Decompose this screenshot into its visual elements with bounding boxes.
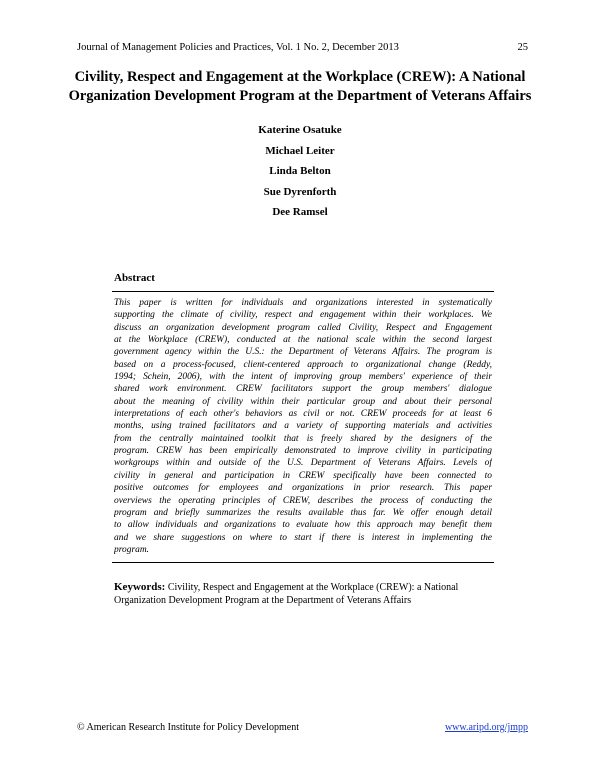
abstract-line: to allow individuals and organizations to evaluate how this approach may benefit them: [114, 520, 492, 531]
running-header: [77, 42, 528, 53]
author: Sue Dyrenforth: [263, 185, 337, 198]
title-line-2: Organization Development Program at the Department of Veterans Affairs: [68, 88, 532, 104]
abstract-line: based on a process-focused, client-centered approach to organizational change (Reddy,: [114, 359, 492, 370]
title-line-1: Civility, Respect and Engagement at the Workplace (CREW): A National: [74, 69, 526, 85]
abstract-line: government agency within the U.S.: the Department of Veterans Affairs. The program is: [114, 347, 492, 358]
paper-title: [60, 68, 540, 106]
author: Katerine Osatuke: [258, 124, 342, 136]
abstract-line: program and briefly summarizes the results available thus far. We offer enough detail: [114, 507, 492, 518]
keywords-text: Civility, Respect and Engagement at the Workplace (CREW): a National Organization Development Program at the Department of Veterans Affairs: [114, 582, 459, 606]
author: Linda Belton: [269, 165, 331, 177]
abstract-box: [112, 291, 494, 563]
abstract-line: workgroups within and outside of the U.S. Department of Veterans Affairs. Levels of: [114, 458, 492, 469]
abstract-line: positive outcomes for employees and organizations in prior research. This paper: [114, 483, 492, 494]
abstract-line: shared work environment. CREW facilitators support the group members' dialogue: [114, 384, 492, 395]
abstract-line: civility in general and participation in CREW specifically have been connected to: [114, 470, 492, 481]
abstract-line: This paper is written for individuals and organizations interested in systematically: [114, 298, 492, 308]
abstract-heading: Abstract: [114, 272, 155, 284]
abstract-line: discuss an organization development program called Civility, Respect and Engagement: [114, 322, 492, 333]
abstract-line: program.: [114, 544, 150, 555]
abstract-line: about the meaning of civility within their particular group and about their personal: [114, 396, 492, 407]
abstract-line: at the Workplace (CREW), conducted at the national scale within the second largest: [114, 335, 492, 346]
abstract-line: overviews the operating principles of CREW, describes the process of conducting the: [114, 495, 492, 506]
copyright-notice: © American Research Institute for Policy Development: [77, 722, 299, 733]
page-footer: [77, 722, 528, 733]
abstract-line: from the centrally maintained toolkit that is freely shared by the designers of the: [114, 433, 492, 444]
author: Dee Ramsel: [272, 206, 328, 218]
page-number: 25: [517, 42, 528, 53]
abstract-line: interpretations of each other's behaviors as civil or not. CREW proceeds for at least 6: [114, 409, 492, 420]
journal-citation: Journal of Management Policies and Practices, Vol. 1 No. 2, December 2013: [77, 42, 399, 53]
keywords-block: [114, 581, 496, 607]
abstract-line: months, using trained facilitators and a variety of supporting materials and activities: [114, 421, 492, 432]
abstract-line: and we share suggestions on where to start if there is interest in implementing the: [114, 532, 492, 543]
journal-link[interactable]: www.aripd.org/jmpp: [444, 722, 528, 733]
abstract-line: 1994; Schein, 2006), with the intent of improving group members' experience of their: [114, 372, 492, 383]
abstract-line: program. CREW has been empirically demonstrated to improve civility in participating: [114, 446, 492, 457]
author-list: [0, 120, 600, 223]
abstract-body: [114, 297, 492, 556]
abstract-line: supporting the climate of civility, respect and engagement within their workplaces. We: [114, 310, 492, 321]
author: Michael Leiter: [265, 144, 335, 157]
keywords-label: Keywords:: [114, 581, 166, 593]
